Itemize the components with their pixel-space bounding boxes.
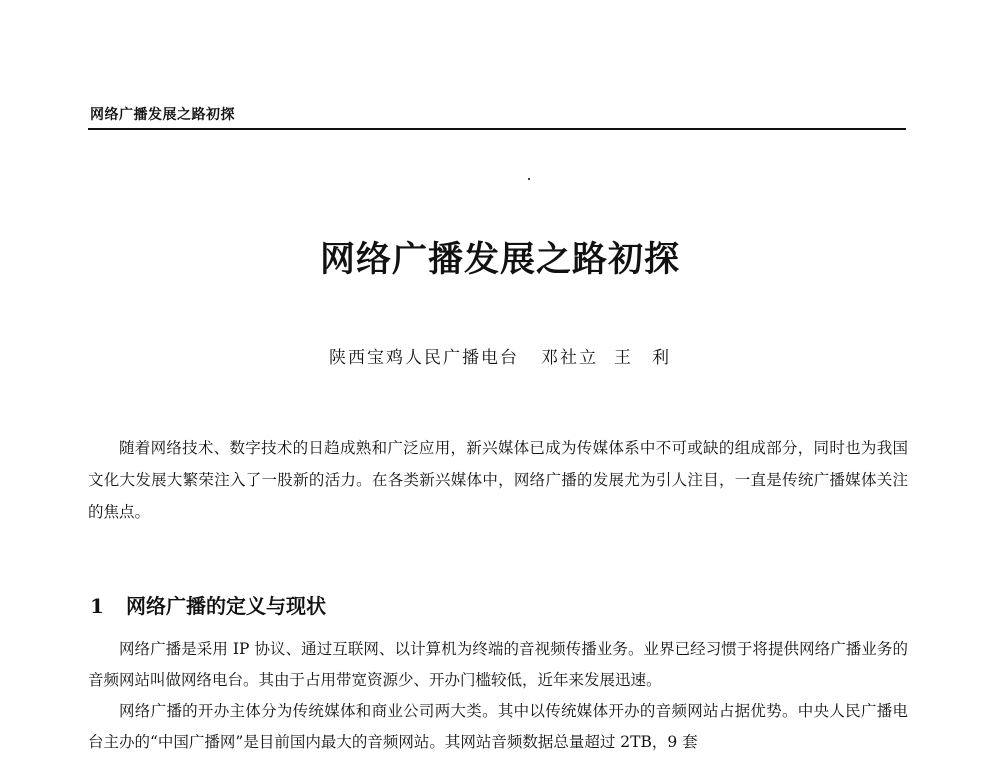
author-1: 邓社立 (541, 348, 598, 368)
body-paragraph: 网络广播的开办主体分为传统媒体和商业公司两大类。其中以传统媒体开办的音频网站占据优势。中央人民广播电台主办的“中国广播网”是目前国内最大的音频网站。其网站音频数据总量超过 2TB，9 套 (88, 702, 908, 751)
header-rule (88, 128, 906, 130)
running-header: 网络广播发展之路初探 (90, 107, 235, 123)
author-2: 王 利 (614, 348, 671, 368)
section-body (88, 634, 908, 758)
body-paragraph: 网络广播是采用 IP 协议、通过互联网、以计算机为终端的音视频传播业务。业界已经习惯于将提供网络广播业务的音频网站叫做网络电台。其由于占用带宽资源少、开办门槛较低，近年来发展迅速。 (88, 640, 908, 689)
paper-title: 网络广播发展之路初探 (319, 239, 680, 280)
affiliation: 陕西宝鸡人民广播电台 (329, 348, 519, 368)
section-heading (90, 590, 326, 619)
abstract-paragraph: 随着网络技术、数字技术的日趋成熟和广泛应用，新兴媒体已成为传媒体系中不可或缺的组成部分，同时也为我国文化大发展大繁荣注入了一股新的活力。在各类新兴媒体中，网络广播的发展尤为引人注目，一直是传统广播媒体关注的焦点。 (88, 439, 908, 521)
byline (0, 343, 1000, 368)
scan-speck (528, 178, 530, 180)
section-title: 网络广播的定义与现状 (126, 594, 326, 618)
section-number: 1 (90, 594, 104, 618)
